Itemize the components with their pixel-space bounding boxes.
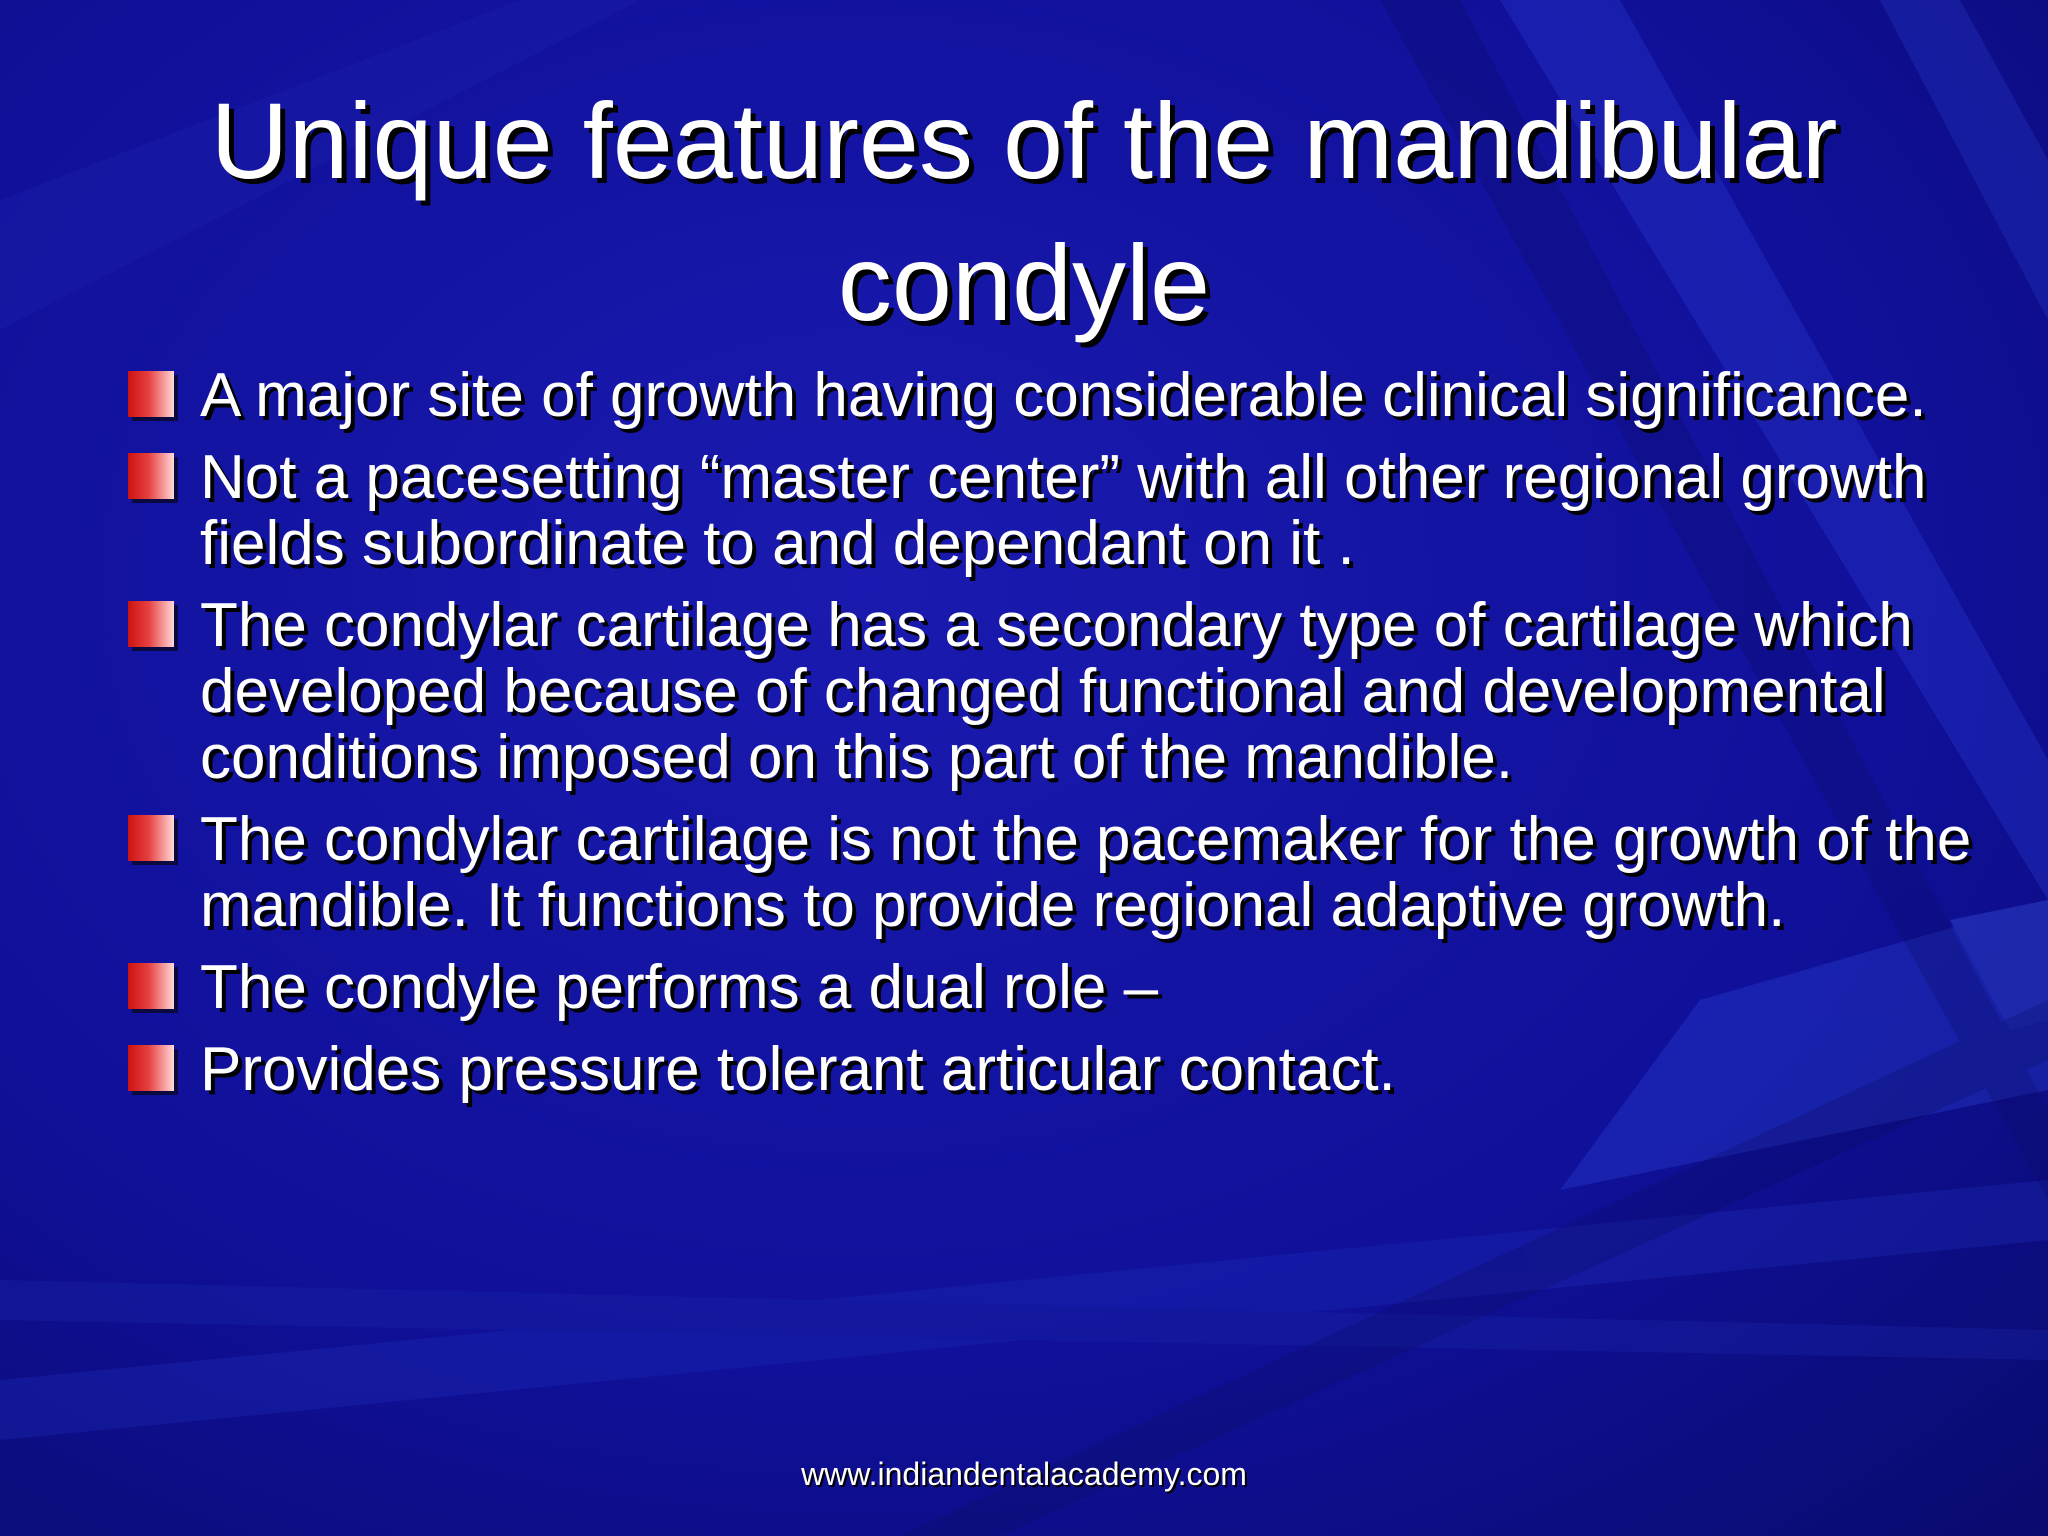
bullet-text: The condylar cartilage has a secondary type of cartilage which developed because of changed functional and developmental conditions imposed on this part of the mandible.	[200, 591, 1913, 792]
bullet-square-icon	[128, 1045, 174, 1091]
bullet-item	[128, 1037, 1988, 1103]
footer-url: www.indiandentalacademy.com	[801, 1456, 1247, 1492]
slide-title: Unique features of the mandibular condyle	[210, 80, 1838, 343]
bullet-item	[128, 445, 1988, 577]
bullet-square-icon	[128, 601, 174, 647]
bullet-text: The condyle performs a dual role –	[200, 953, 1159, 1022]
bullet-square-icon	[128, 453, 174, 499]
bullet-item	[128, 593, 1988, 791]
bullet-item	[128, 955, 1988, 1021]
bullet-text: The condylar cartilage is not the pacemaker for the growth of the mandible. It functions to provide regional adaptive growth.	[200, 805, 1972, 940]
bullet-item	[128, 807, 1988, 939]
bullet-square-icon	[128, 815, 174, 861]
bullet-text: A major site of growth having considerable clinical significance.	[200, 361, 1927, 430]
bullet-square-icon	[128, 963, 174, 1009]
bullet-text: Provides pressure tolerant articular contact.	[200, 1035, 1396, 1104]
bullet-square-icon	[128, 371, 174, 417]
bullet-list	[128, 363, 1988, 1119]
bullet-text: Not a pacesetting “master center” with all other regional growth fields subordinate to and dependant on it .	[200, 443, 1927, 578]
bullet-item	[128, 363, 1988, 429]
